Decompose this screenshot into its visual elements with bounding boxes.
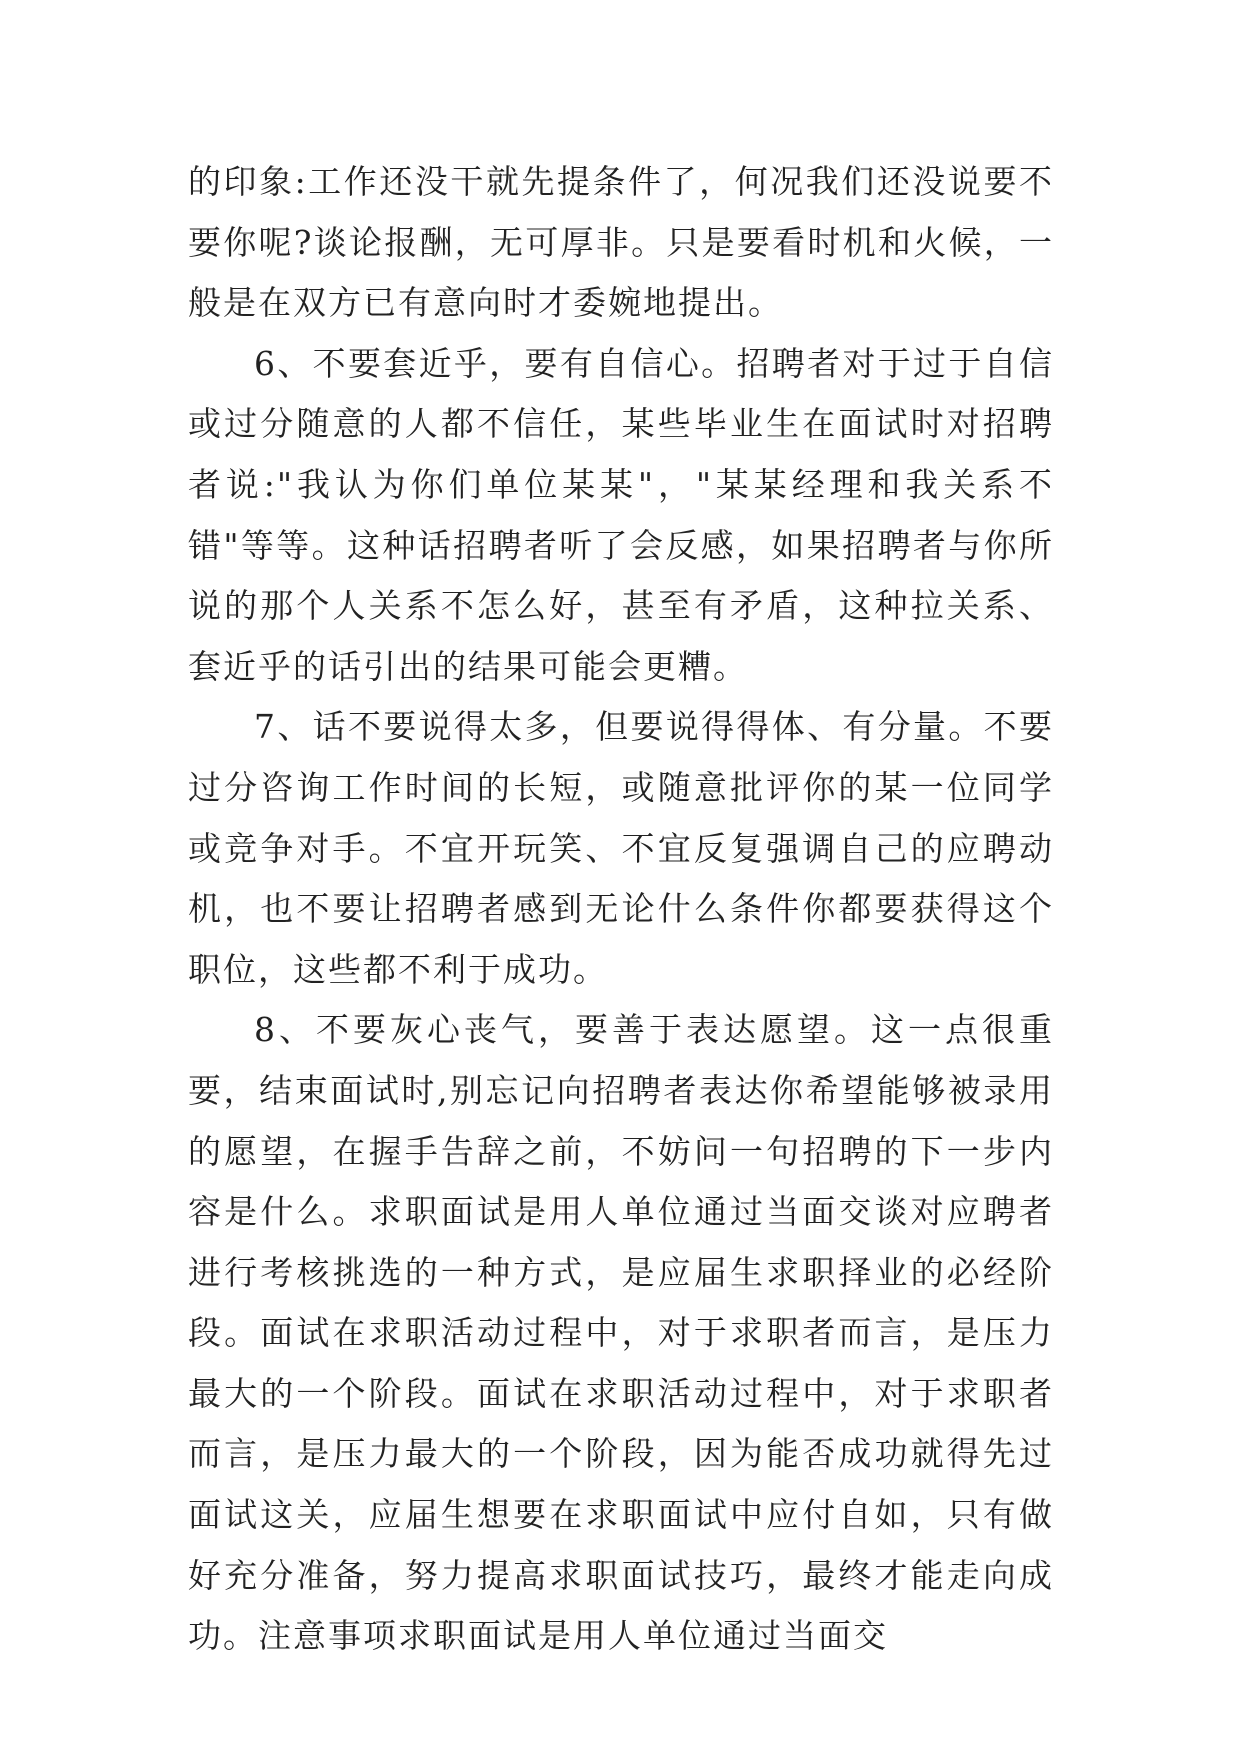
body-text — [188, 152, 1054, 1667]
paragraph-item-8: 8、不要灰心丧气，要善于表达愿望。这一点很重要，结束面试时,别忘记向招聘者表达你希望能够被录用的愿望，在握手告辞之前，不妨问一句招聘的下一步内容是什么。求职面试是用人单位通过当面交谈对应聘者进行考核挑选的一种方式，是应届生求职择业的必经阶段。面试在求职活动过程中，对于求职者而言，是压力最大的一个阶段。面试在求职活动过程中，对于求职者而言，是压力最大的一个阶段，因为能否成功就得先过面试这关，应届生想要在求职面试中应付自如，只有做好充分准备，努力提高求职面试技巧，最终才能走向成功。注意事项求职面试是用人单位通过当面交 — [188, 1010, 1054, 1656]
paragraph-item-6: 6、不要套近乎，要有自信心。招聘者对于过于自信或过分随意的人都不信任，某些毕业生在面试时对招聘者说:"我认为你们单位某某"，"某某经理和我关系不错"等等。这种话招聘者听了会反感，如果招聘者与你所说的那个人关系不怎么好，甚至有矛盾，这种拉关系、套近乎的话引出的结果可能会更糟。 — [188, 343, 1054, 686]
paragraph-continuation: 的印象:工作还没干就先提条件了，何况我们还没说要不要你呢?谈论报酬，无可厚非。只是要看时机和火候，一般是在双方已有意向时才委婉地提出。 — [188, 162, 1054, 323]
paragraph-item-7: 7、话不要说得太多，但要说得得体、有分量。不要过分咨询工作时间的长短，或随意批评你的某一位同学或竞争对手。不宜开玩笑、不宜反复强调自己的应聘动机，也不要让招聘者感到无论什么条件你都要获得这个职位，这些都不利于成功。 — [188, 707, 1054, 989]
